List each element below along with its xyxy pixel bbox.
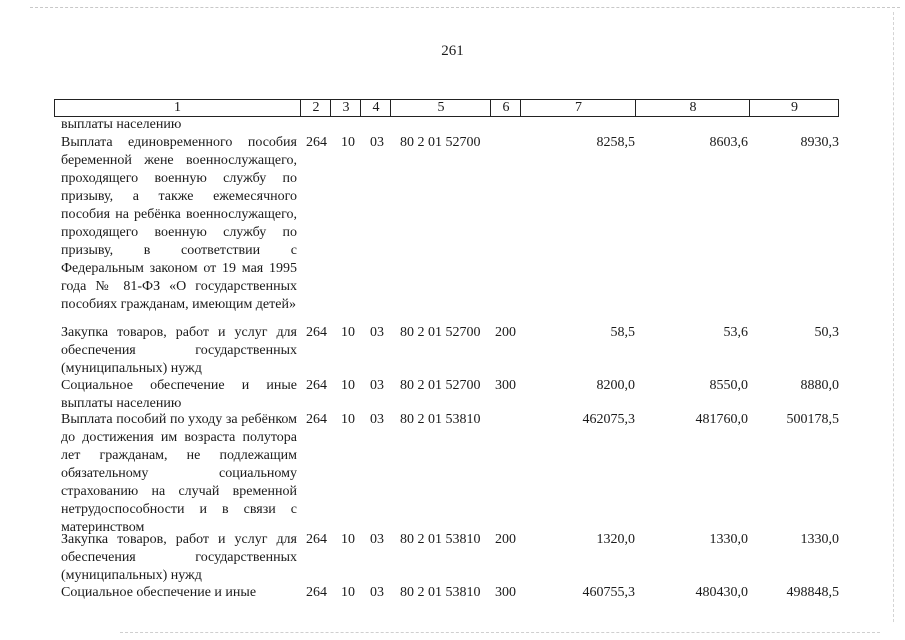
row-value-7: 462075,3 <box>582 412 635 427</box>
row-value-7: 8258,5 <box>596 135 635 150</box>
row-value-9: 8930,3 <box>800 135 839 150</box>
row-description: Закупка товаров, работ и услуг для обеспечения государственных (муниципальных) нужд <box>61 532 297 583</box>
row-description: Социальное обеспечение и иные <box>61 585 257 600</box>
header-col-5: 5 <box>390 100 491 116</box>
row-value-9: 50,3 <box>814 325 839 340</box>
header-col-9: 9 <box>749 100 839 116</box>
page-number: 261 <box>441 43 464 59</box>
row-value-7: 1320,0 <box>596 532 635 547</box>
row-ministry: 264 <box>306 325 327 340</box>
row-expense-type: 300 <box>495 585 516 600</box>
row-expense-type: 200 <box>495 325 516 340</box>
row-subsection: 03 <box>370 135 384 150</box>
row-description: Закупка товаров, работ и услуг для обеспечения государственных (муниципальных) нужд <box>61 325 297 376</box>
row-section: 10 <box>341 325 355 340</box>
row-subsection: 03 <box>370 325 384 340</box>
row-section: 10 <box>341 532 355 547</box>
header-col-1: 1 <box>174 100 181 115</box>
row-subsection: 03 <box>370 378 384 393</box>
row-expense-type: 300 <box>495 378 516 393</box>
header-col-7: 7 <box>520 100 636 116</box>
row-value-8: 53,6 <box>723 325 748 340</box>
row-value-9: 498848,5 <box>786 585 839 600</box>
row-target: 80 2 01 53810 <box>400 412 481 427</box>
row-value-7: 8200,0 <box>596 378 635 393</box>
row-target: 80 2 01 53810 <box>400 532 481 547</box>
scan-edge-top <box>30 7 900 8</box>
row-value-8: 8603,6 <box>709 135 748 150</box>
row-ministry: 264 <box>306 532 327 547</box>
header-col-4: 4 <box>360 100 391 116</box>
row-value-8: 1330,0 <box>709 532 748 547</box>
row-value-8: 480430,0 <box>695 585 748 600</box>
header-col-3: 3 <box>330 100 361 116</box>
row-section: 10 <box>341 135 355 150</box>
header-col-2: 2 <box>300 100 331 116</box>
row-value-7: 460755,3 <box>582 585 635 600</box>
row-ministry: 264 <box>306 135 327 150</box>
continuation-text: выплаты населению <box>61 117 182 132</box>
row-value-7: 58,5 <box>610 325 635 340</box>
row-ministry: 264 <box>306 378 327 393</box>
row-target: 80 2 01 52700 <box>400 135 481 150</box>
row-value-9: 1330,0 <box>800 532 839 547</box>
row-ministry: 264 <box>306 585 327 600</box>
row-value-8: 481760,0 <box>695 412 748 427</box>
row-section: 10 <box>341 378 355 393</box>
row-value-9: 8880,0 <box>800 378 839 393</box>
row-subsection: 03 <box>370 532 384 547</box>
row-section: 10 <box>341 585 355 600</box>
row-target: 80 2 01 52700 <box>400 325 481 340</box>
header-col-8: 8 <box>635 100 750 116</box>
table-header <box>54 99 839 117</box>
header-col-6: 6 <box>490 100 521 116</box>
row-subsection: 03 <box>370 585 384 600</box>
row-section: 10 <box>341 412 355 427</box>
row-description: Выплата пособий по уходу за ребёнком до достижения им возраста полутора лет гражданам, не подлежащим обязательному социальному страхованию на случай временной нетрудоспособности и в связи с материнством <box>61 412 297 535</box>
scan-edge-right <box>893 12 894 622</box>
row-value-9: 500178,5 <box>786 412 839 427</box>
row-target: 80 2 01 53810 <box>400 585 481 600</box>
row-target: 80 2 01 52700 <box>400 378 481 393</box>
row-value-8: 8550,0 <box>709 378 748 393</box>
row-ministry: 264 <box>306 412 327 427</box>
row-description: Социальное обеспечение и иные выплаты населению <box>61 378 297 411</box>
row-subsection: 03 <box>370 412 384 427</box>
row-expense-type: 200 <box>495 532 516 547</box>
row-description: Выплата единовременного пособия беременной жене военнослужащего, проходящего военную службу по призыву, а также ежемесячного пособия на ребёнка военнослужащего, проходящего военную службу по призыву, в соответствии с Федеральным законом от 19 мая 1995 года № 81-ФЗ «О государственных пособиях гражданам, имеющим детей» <box>61 135 297 312</box>
scan-edge-bottom <box>120 632 880 633</box>
